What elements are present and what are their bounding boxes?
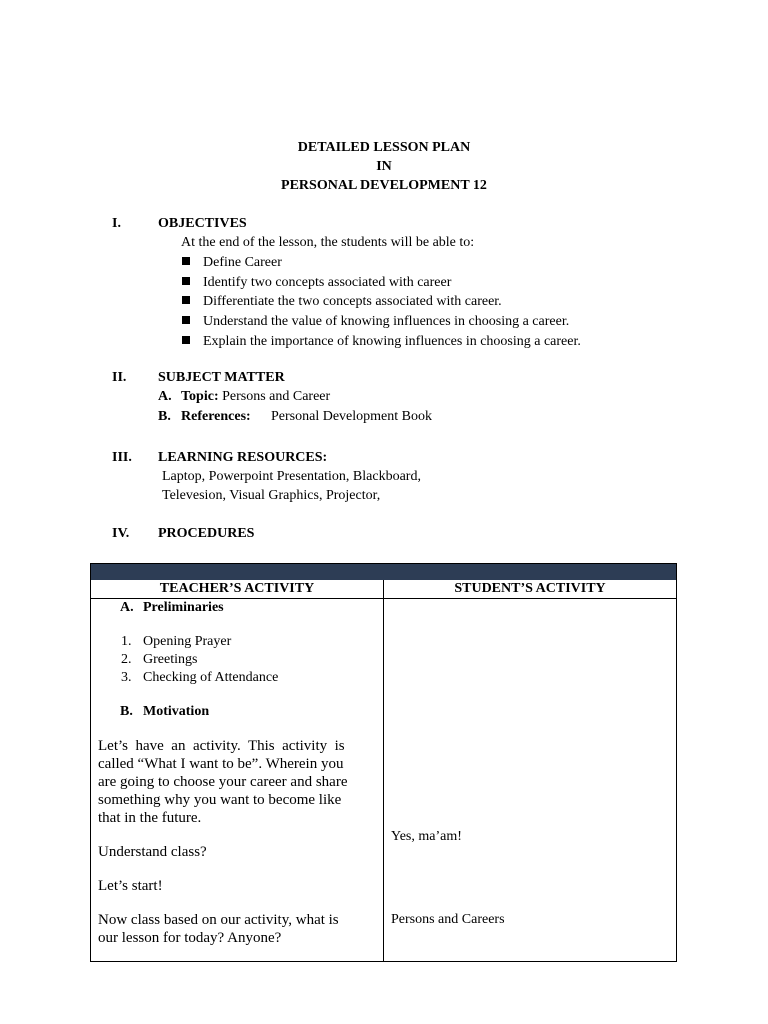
square-bullet-icon xyxy=(182,316,190,324)
square-bullet-icon xyxy=(182,277,190,285)
section-number-learning-resources: III. xyxy=(112,450,132,465)
activity-instructions xyxy=(98,737,378,827)
section-heading-subject-matter: SUBJECT MATTER xyxy=(158,370,285,385)
understand-question: Understand class? xyxy=(98,844,207,860)
prelim-item: Checking of Attendance xyxy=(143,670,279,685)
resources-line: Televesion, Visual Graphics, Projector, xyxy=(162,488,381,503)
motivation-label: Motivation xyxy=(143,704,210,719)
student-activity-header: STUDENT’S ACTIVITY xyxy=(454,581,606,596)
objective-item: Differentiate the two concepts associated with career. xyxy=(182,292,502,311)
teacher-activity-header: TEACHER’S ACTIVITY xyxy=(159,581,315,596)
topic-value: Persons and Career xyxy=(222,389,331,404)
activity-line: Let’s have an activity. This activity is xyxy=(98,738,345,754)
objective-item: Identify two concepts associated with career xyxy=(182,273,451,292)
procedures-table xyxy=(90,563,677,962)
student-response: Persons and Careers xyxy=(391,912,505,927)
document-title-line3: PERSONAL DEVELOPMENT 12 xyxy=(281,178,487,193)
prelim-item-number: 2. xyxy=(121,652,132,667)
references-label: References: xyxy=(181,409,251,424)
objective-item: Define Career xyxy=(182,253,282,272)
section-number-procedures: IV. xyxy=(112,526,130,541)
references-marker: B. xyxy=(158,409,171,424)
square-bullet-icon xyxy=(182,336,190,344)
objective-item: Understand the value of knowing influences in choosing a career. xyxy=(182,312,569,331)
objectives-intro: At the end of the lesson, the students will be able to: xyxy=(181,235,475,250)
activity-line: called “What I want to be”. Wherein you xyxy=(98,756,344,772)
table-column-divider xyxy=(383,580,384,961)
lesson-question-line: Now class based on our activity, what is xyxy=(98,912,339,928)
prelim-item: Greetings xyxy=(143,652,198,667)
square-bullet-icon xyxy=(182,296,190,304)
square-bullet-icon xyxy=(182,257,190,265)
section-heading-objectives: OBJECTIVES xyxy=(158,216,247,231)
student-response: Yes, ma’am! xyxy=(391,829,462,844)
section-heading-learning-resources: LEARNING RESOURCES: xyxy=(158,450,328,465)
references-value: Personal Development Book xyxy=(271,409,432,424)
activity-line: that in the future. xyxy=(98,810,202,826)
resources-line: Laptop, Powerpoint Presentation, Blackboard, xyxy=(162,469,421,484)
document-title-line2: IN xyxy=(376,159,392,174)
section-heading-procedures: PROCEDURES xyxy=(158,526,255,541)
prelim-item: Opening Prayer xyxy=(143,634,232,649)
table-header-band xyxy=(91,564,676,580)
objective-item: Explain the importance of knowing influences in choosing a career. xyxy=(182,332,581,351)
topic-line xyxy=(181,387,330,406)
section-number-subject-matter: II. xyxy=(112,370,127,385)
start-prompt: Let’s start! xyxy=(98,878,163,894)
document-title-line1: DETAILED LESSON PLAN xyxy=(297,140,471,155)
prelim-item-number: 1. xyxy=(121,634,132,649)
preliminaries-label: Preliminaries xyxy=(143,600,224,615)
topic-marker: A. xyxy=(158,389,172,404)
activity-line: are going to choose your career and share xyxy=(98,774,348,790)
lesson-question-line: our lesson for today? Anyone? xyxy=(98,930,282,946)
motivation-marker: B. xyxy=(120,704,133,719)
topic-label: Topic: xyxy=(181,389,219,404)
activity-line: something why you want to become like xyxy=(98,792,342,808)
section-number-objectives: I. xyxy=(112,216,121,231)
preliminaries-marker: A. xyxy=(120,600,134,615)
prelim-item-number: 3. xyxy=(121,670,132,685)
